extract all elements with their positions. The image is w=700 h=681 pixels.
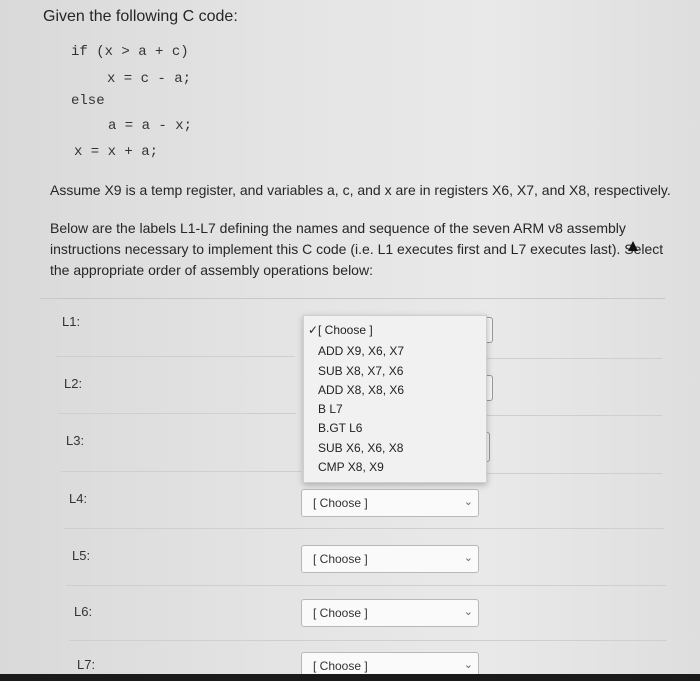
select-l2-edge[interactable]	[487, 375, 493, 401]
code-line-assign-x: x = c - a;	[107, 71, 192, 87]
mouse-cursor-icon	[628, 241, 638, 251]
option-choose[interactable]: [ Choose ]	[318, 323, 373, 337]
code-line-else: else	[71, 93, 105, 109]
row-separator	[58, 413, 296, 414]
select-l7-value: [ Choose ]	[313, 659, 368, 673]
option-cmp-x8-x9[interactable]: CMP X8, X9	[318, 460, 384, 474]
question-paragraph-1: Assume X9 is a temp register, and variables a, c, and x are in registers X6, X7, and X8, respectively.	[50, 182, 671, 198]
row-separator	[66, 585, 666, 586]
row-separator	[61, 471, 301, 472]
select-l1-dropdown-list[interactable]	[303, 315, 487, 483]
question-heading: Given the following C code:	[43, 8, 238, 25]
section-divider	[40, 298, 665, 299]
select-l6[interactable]	[301, 599, 479, 627]
row-label-l5: L5:	[72, 548, 91, 563]
row-label-l6: L6:	[74, 604, 93, 619]
select-l4[interactable]	[301, 489, 479, 517]
option-add-x9-x6-x7[interactable]: ADD X9, X6, X7	[318, 344, 405, 358]
question-paragraph-2-line-2: instructions necessary to implement this C code (i.e. L1 executes first and L7 executes last). Select	[50, 241, 664, 257]
row-separator	[487, 358, 662, 359]
row-label-l2: L2:	[64, 376, 83, 391]
row-label-l1: L1:	[62, 314, 81, 329]
row-separator	[487, 473, 662, 474]
select-l5-value: [ Choose ]	[313, 552, 368, 566]
option-bgt-l6[interactable]: B.GT L6	[318, 421, 363, 435]
select-l1-edge[interactable]	[487, 317, 493, 343]
question-paragraph-2-line-3: the appropriate order of assembly operations below:	[50, 262, 373, 278]
row-label-l4: L4:	[69, 491, 88, 506]
chevron-down-icon: ⌄	[463, 552, 473, 564]
select-l5[interactable]	[301, 545, 479, 573]
row-separator	[64, 528, 664, 529]
chevron-down-icon: ⌄	[463, 496, 473, 508]
option-sub-x8-x7-x6[interactable]: SUB X8, X7, X6	[318, 364, 404, 378]
code-line-if: if (x > a + c)	[71, 44, 189, 60]
code-line-assign-a: a = a - x;	[108, 118, 193, 134]
chevron-down-icon: ⌄	[463, 659, 473, 671]
row-label-l3: L3:	[66, 433, 85, 448]
row-separator	[69, 640, 667, 641]
question-paragraph-2-line-1: Below are the labels L1-L7 defining the names and sequence of the seven ARM v8 assembly	[50, 220, 626, 236]
option-b-l7[interactable]: B L7	[318, 402, 343, 416]
row-separator	[487, 415, 662, 416]
option-add-x8-x8-x6[interactable]: ADD X8, X8, X6	[318, 383, 405, 397]
select-l4-value: [ Choose ]	[313, 496, 368, 510]
check-icon: ✓	[308, 323, 319, 337]
chevron-down-icon: ⌄	[463, 606, 473, 618]
row-label-l7: L7:	[77, 657, 96, 672]
row-separator	[55, 356, 295, 357]
option-sub-x6-x6-x8[interactable]: SUB X6, X6, X8	[318, 441, 404, 455]
screen-bottom-edge	[0, 674, 700, 681]
select-l6-value: [ Choose ]	[313, 606, 368, 620]
code-line-add: x = x + a;	[74, 144, 159, 160]
